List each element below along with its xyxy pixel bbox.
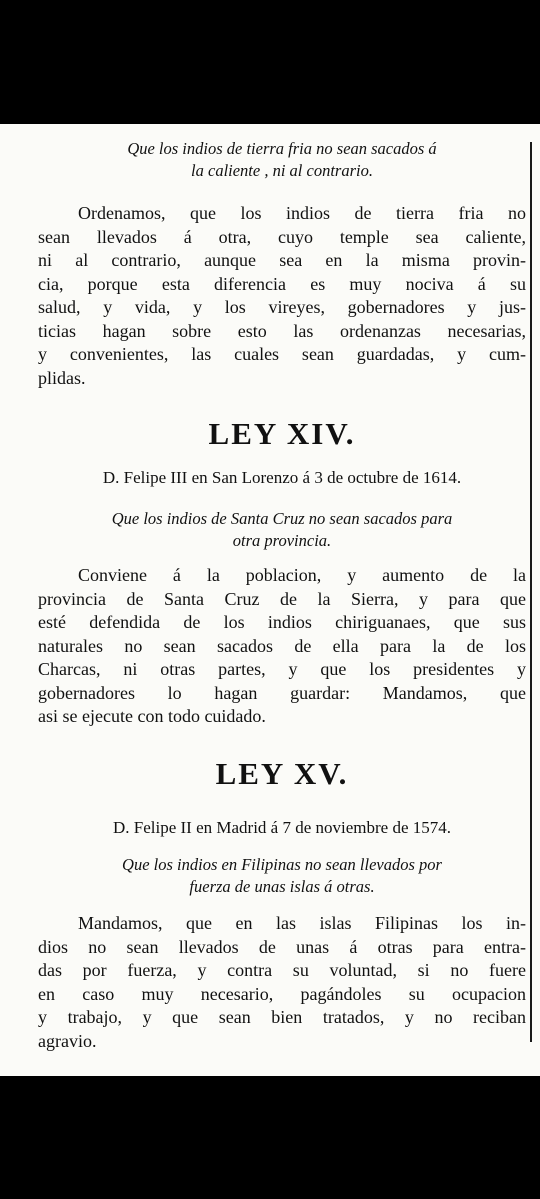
body-line: Conviene á la poblacion, y aumento de la <box>78 565 526 585</box>
section-2-subtitle <box>38 508 526 552</box>
body-line: provincia de Santa Cruz de la Sierra, y para que <box>38 588 526 609</box>
subtitle-line: fuerza de unas islas á otras. <box>189 877 375 896</box>
body-line: en caso muy necesario, pagándoles su ocupacion <box>38 983 526 1004</box>
ley-xiv-decree: D. Felipe III en San Lorenzo á 3 de octubre de 1614. <box>102 468 462 487</box>
body-line: cia, porque esta diferencia es muy nociva á su <box>38 273 526 294</box>
body-line: Charcas, ni otras partes, y que los presidentes y <box>38 659 526 679</box>
subtitle-line: la caliente , ni al contrario. <box>191 161 373 180</box>
subtitle-line: otra provincia. <box>232 531 332 550</box>
body-line: ni al contrario, aunque sea en la misma provin- <box>38 250 526 270</box>
section-3-body <box>38 912 526 1053</box>
body-line: Ordenamos, que los indios de tierra fria no <box>78 203 526 223</box>
body-line: naturales no sean sacados de ella para la de los <box>38 635 526 656</box>
body-line: salud, y vida, y los vireyes, gobernadores y jus- <box>38 297 526 317</box>
subtitle-line: Que los indios de Santa Cruz no sean sacados para <box>111 509 453 528</box>
body-line: Mandamos, que en las islas Filipinas los in- <box>78 913 526 933</box>
ley-xiv-heading: LEY XIV. <box>208 416 356 451</box>
section-1-body <box>38 202 526 390</box>
body-line: gobernadores lo hagan guardar: Mandamos, que <box>38 682 526 703</box>
body-line: y trabajo, y que sean bien tratados, y no reciban <box>38 1007 526 1027</box>
subtitle-line: Que los indios en Filipinas no sean llevados por <box>122 855 442 874</box>
body-line: plidas. <box>38 367 86 388</box>
document-page <box>0 124 540 1076</box>
body-line: ticias hagan sobre esto las ordenanzas necesarias, <box>38 320 526 341</box>
body-line: das por fuerza, y contra su voluntad, si no fuere <box>38 960 526 980</box>
section-3-subtitle <box>38 854 526 898</box>
ley-xv-decree: D. Felipe II en Madrid á 7 de noviembre de 1574. <box>112 818 452 837</box>
body-line: dios no sean llevados de unas á otras para entra- <box>38 936 526 957</box>
ley-xv-heading: LEY XV. <box>215 756 349 791</box>
body-line: asi se ejecute con todo cuidado. <box>38 706 266 726</box>
body-line: agravio. <box>38 1030 97 1051</box>
body-line: y convenientes, las cuales sean guardadas, y cum- <box>38 344 526 364</box>
page-edge-rule <box>530 142 532 1042</box>
section-2-body <box>38 564 526 729</box>
section-1-subtitle <box>38 138 526 182</box>
body-line: esté defendida de los indios chiriguanaes, que sus <box>38 612 526 632</box>
subtitle-line: Que los indios de tierra fria no sean sacados á <box>127 139 437 158</box>
body-line: sean llevados á otra, cuyo temple sea caliente, <box>38 226 526 247</box>
